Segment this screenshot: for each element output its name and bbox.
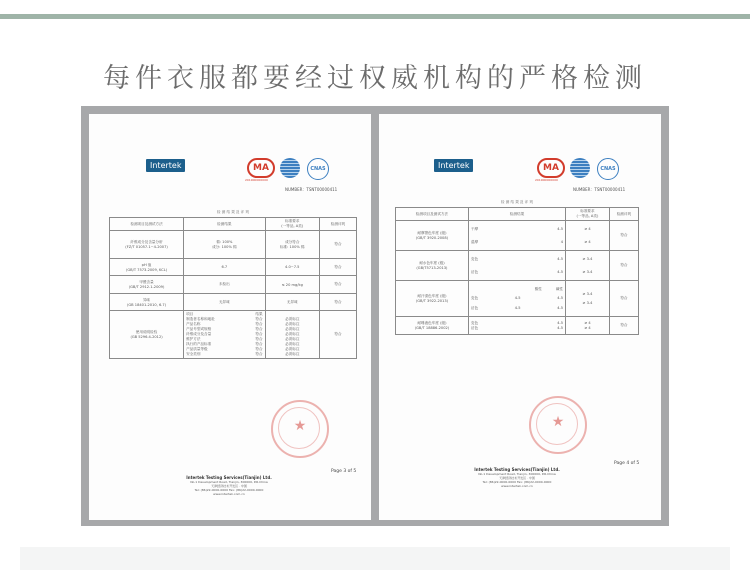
cnas-mark-icon: CNAS (307, 158, 329, 180)
certificate-gallery (81, 106, 669, 526)
test-requirement: ≤ 20 mg/kg (265, 276, 319, 294)
test-verdict: 符合 (609, 251, 638, 281)
table-row (396, 221, 639, 251)
test-item: 耐水色牢度 (级) (GB/T5713-2013) (396, 251, 469, 281)
test-verdict: 符合 (609, 317, 638, 335)
footer-line: www.intertek.com.cn (213, 492, 245, 496)
test-result: 棉: 100% 成分: 100% 棉 (184, 231, 266, 259)
cma-mark-icon: MA (247, 158, 275, 178)
page-footer (129, 476, 329, 496)
footer-company: Intertek Testing Services(Tianjin) Ltd. (186, 475, 272, 480)
header-cell: 检测评判 (609, 208, 638, 221)
test-requirement: ≥ 3-4 ≥ 3-4 (566, 281, 610, 317)
table-row (110, 259, 357, 276)
header-cell: 检测评判 (319, 218, 356, 231)
official-seal-stamp: ★ (529, 396, 587, 454)
test-requirement: ≥ 3-4 ≥ 3-4 (566, 251, 610, 281)
footer-line: Tel: (86)22-0000-0000 Fax: (86)22-0000-0000 (194, 488, 264, 492)
cma-mark-icon: MA (537, 158, 565, 178)
test-verdict: 符合 (609, 221, 638, 251)
intertek-logo: Intertek (434, 159, 473, 172)
header-cell: 检测项目及测试方法 (396, 208, 469, 221)
test-verdict: 符合 (319, 259, 356, 276)
edge-seal-stamp (652, 274, 660, 354)
test-requirement: 成分符合 标准: 100% 棉 (265, 231, 319, 259)
label-sub-row: 执行的产品标准 符合 (186, 342, 263, 346)
results-table (109, 210, 357, 359)
footer-line: www.intertek.com.cn (501, 484, 533, 488)
table-row (110, 231, 357, 259)
table-header-row (396, 208, 639, 221)
test-verdict: 符合 (609, 281, 638, 317)
test-verdict: 符合 (319, 276, 356, 294)
label-sub-row: 维护方法 符合 (186, 337, 263, 341)
test-item: 纤维成分及含量分析 (FZ/T 01057.1~4-2007) (110, 231, 184, 259)
test-requirement: ≥ 4 ≥ 4 (566, 317, 610, 335)
label-sub-row: 纤维成分及含量 符合 (186, 332, 263, 336)
test-item: 耐摩擦色牢度 (级) (GB/T 3920-2008) (396, 221, 469, 251)
page-headline: 每件衣服都要经过权威机构的严格检测 (103, 63, 647, 94)
top-divider-bar (0, 14, 750, 19)
table-row (396, 317, 639, 335)
page-footer (417, 468, 617, 488)
report-number: NUMBER：TSNT00000411 (573, 187, 626, 192)
test-result: 未检出 (184, 276, 266, 294)
table-title: 检 测 结 果 及 评 判 (216, 210, 249, 214)
test-item: 耐唾液色牢度 (级) (GB/T 18886-2002) (396, 317, 469, 335)
bottom-band (20, 547, 730, 570)
test-item: 甲醛含量 (GB/T 2912.1-2009) (110, 276, 184, 294)
page-number: Page 3 of 5 (331, 469, 357, 474)
footer-line: 天津经济技术开发区 · 中国 (211, 484, 247, 488)
footer-line: No.1 Development Road, Tianjin, 300000, P.R.China (478, 472, 556, 476)
intertek-logo: Intertek (146, 159, 185, 172)
footer-company: Intertek Testing Services(Tianjin) Ltd. (474, 467, 560, 472)
cma-number: 201900000000 (245, 178, 268, 182)
test-item: 异味 (GB 18401-2010, 6.7) (110, 294, 184, 311)
test-item: 使用说明检验 (GB 5296.4-2012) (110, 311, 184, 359)
cnas-mark-icon: CNAS (597, 158, 619, 180)
footer-line: No.1 Development Road, Tianjin, 300000, P.R.China (190, 480, 268, 484)
test-requirement: 4.0~7.5 (265, 259, 319, 276)
label-sub-row: 安全类别 符合 (186, 352, 263, 356)
test-verdict: 符合 (319, 311, 356, 359)
label-sub-row: 制造者名称和地址 符合 (186, 317, 263, 321)
test-result: 干摩 4-5 湿摩 4 (468, 221, 565, 251)
test-result: 无异味 (184, 294, 266, 311)
label-col-header: 项目 (186, 312, 194, 316)
test-verdict: 符合 (319, 294, 356, 311)
table-row (110, 311, 357, 359)
label-sub-row: 产品质量等级 符合 (186, 347, 263, 351)
label-sub-row: 产品名称 符合 (186, 322, 263, 326)
table-header-row (110, 218, 357, 231)
table-row (110, 294, 357, 311)
report-number: NUMBER：TSNT00000411 (285, 187, 338, 192)
test-result: 6.7 (184, 259, 266, 276)
header-cell: 检测结果 (468, 208, 565, 221)
test-requirement: 无异味 (265, 294, 319, 311)
table-title: 检 测 结 果 及 评 判 (500, 200, 533, 204)
ilac-mark-icon (570, 158, 590, 178)
report-page-4 (379, 114, 661, 520)
page-number: Page 4 of 5 (614, 461, 640, 466)
label-col-header: 结果 (255, 312, 263, 316)
footer-line: 天津经济技术开发区 · 中国 (499, 476, 535, 480)
cma-number: 201900000000 (535, 178, 558, 182)
footer-line: Tel: (86)22-0000-0000 Fax: (86)22-0000-0000 (482, 480, 552, 484)
header-cell: 标准要求 (一等品, A类) (566, 208, 610, 221)
results-table (395, 200, 639, 335)
table-row (396, 251, 639, 281)
report-page-3 (89, 114, 371, 520)
test-result: 酸性 碱性 变色 4-5 4-5 沾色 4-5 4-5 (468, 281, 565, 317)
test-result: 变色 4-5 沾色 4-5 (468, 317, 565, 335)
official-seal-stamp: ★ (271, 400, 329, 458)
label-sub-row: 产品号型或规格 符合 (186, 327, 263, 331)
table-row (396, 281, 639, 317)
ilac-mark-icon (280, 158, 300, 178)
label-check-results (184, 311, 266, 359)
test-result: 变色 4-5 沾色 4-5 (468, 251, 565, 281)
test-item: pH 值 (GB/T 7573-2009, KCL) (110, 259, 184, 276)
label-check-requirements: 必须标注 必须标注 必须标注 必须标注 必须标注 必须标注 必须标注 必须标注 (265, 311, 319, 359)
header-cell: 检测结果 (184, 218, 266, 231)
header-cell: 检测项目及测试方法 (110, 218, 184, 231)
test-requirement: ≥ 4 ≥ 4 (566, 221, 610, 251)
header-cell: 标准要求 (一等品, A类) (265, 218, 319, 231)
table-row (110, 276, 357, 294)
test-verdict: 符合 (319, 231, 356, 259)
test-item: 耐汗渍色牢度 (级) (GB/T 3922-2013) (396, 281, 469, 317)
